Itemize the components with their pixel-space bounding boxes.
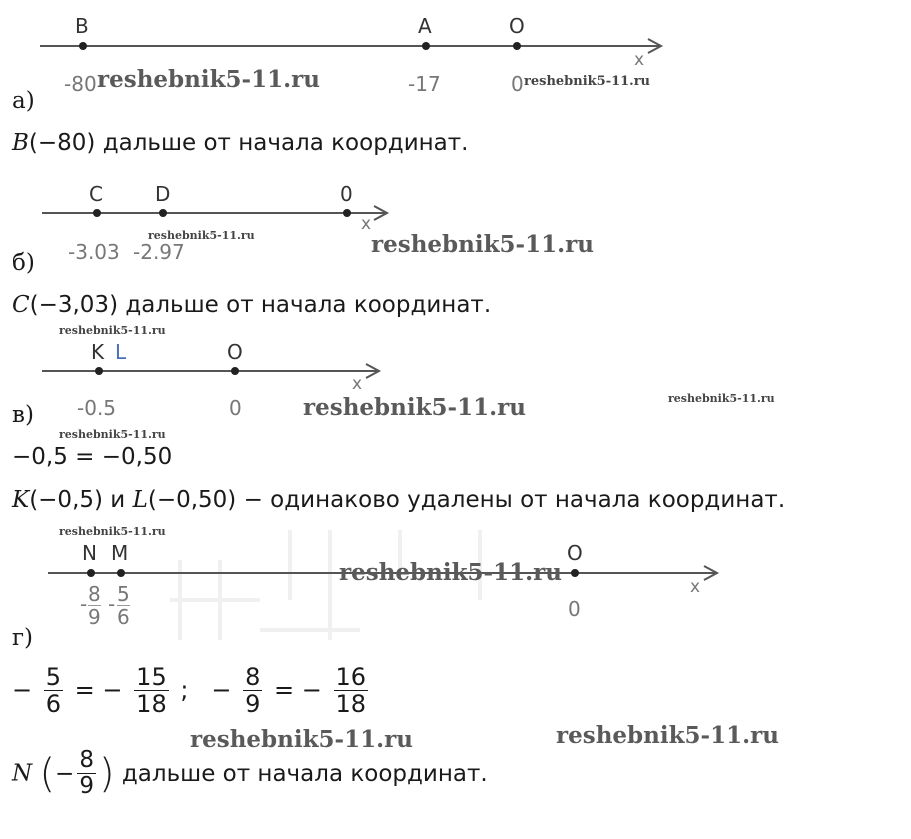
value-O-d: 0 bbox=[568, 597, 581, 621]
point-M bbox=[117, 569, 125, 577]
label-O-c: O bbox=[227, 340, 243, 364]
watermark: reshebnik5-11.ru bbox=[556, 722, 779, 749]
stmt-arg: (−0,5) bbox=[29, 487, 103, 513]
stmt-arg: (−0,50) bbox=[147, 487, 237, 513]
stmt-var: B bbox=[12, 130, 29, 156]
value-M bbox=[117, 583, 130, 628]
equations-d: − $\frac{5}{6}$ = − $\frac{15}{18}$ ; − $\frac{8}{9}$ = − $\frac{16}{18}$ bbox=[12, 663, 367, 719]
value-K: -0.5 bbox=[77, 396, 117, 420]
point-O-c bbox=[231, 367, 239, 375]
watermark: reshebnik5-11.ru bbox=[303, 394, 526, 421]
value-N bbox=[88, 583, 101, 628]
point-O-d bbox=[571, 569, 579, 577]
point-K bbox=[95, 367, 103, 375]
stmt-and: и bbox=[102, 487, 133, 513]
watermark: reshebnik5-11.ru bbox=[59, 324, 166, 337]
part-label-d: г) bbox=[12, 625, 34, 651]
axis-x-b: x bbox=[361, 214, 372, 234]
fraction: $\frac{8}{9}$ bbox=[245, 663, 261, 719]
value-O-a: 0 bbox=[511, 72, 524, 96]
watermark: reshebnik5-11.ru bbox=[668, 392, 775, 405]
statement-d: N (− $\frac{8}{9}$ ) дальше от начала координат. bbox=[12, 747, 488, 800]
label-M: M bbox=[111, 541, 129, 565]
label-A: A bbox=[418, 14, 432, 38]
fraction: $\frac{15}{18}$ bbox=[136, 663, 167, 719]
label-N: N bbox=[82, 541, 97, 565]
axis-x-d: x bbox=[690, 577, 701, 597]
stmt-arg: (−3,03) bbox=[29, 292, 119, 318]
fraction: $\frac{8}{9}$ bbox=[79, 747, 94, 800]
label-L: L bbox=[115, 340, 127, 364]
part-label-a: а) bbox=[12, 88, 35, 114]
stmt-text: дальше от начала координат. bbox=[114, 760, 488, 787]
point-B bbox=[79, 42, 87, 50]
point-C bbox=[93, 209, 101, 217]
part-label-b: б) bbox=[12, 250, 35, 276]
value-A: -17 bbox=[408, 72, 441, 96]
stmt-var: K bbox=[12, 487, 30, 513]
minus-M: - bbox=[108, 592, 116, 616]
point-0-b bbox=[343, 209, 351, 217]
den: 9 bbox=[88, 605, 101, 629]
label-O-a: O bbox=[509, 14, 525, 38]
num: 5 bbox=[117, 582, 130, 606]
stmt-text: дальше от начала координат. bbox=[95, 130, 469, 156]
value-C: -3.03 bbox=[68, 240, 120, 264]
statement-c bbox=[12, 487, 785, 513]
label-0-b: 0 bbox=[340, 182, 353, 206]
label-K: K bbox=[91, 340, 105, 364]
axis-x-a: x bbox=[634, 50, 645, 70]
axis-x-c: x bbox=[352, 374, 363, 394]
label-C: C bbox=[89, 182, 103, 206]
watermark: reshebnik5-11.ru bbox=[339, 559, 562, 586]
stmt-var: N bbox=[12, 760, 33, 787]
stmt-var: C bbox=[12, 292, 30, 318]
stmt-arg: (−80) bbox=[28, 130, 96, 156]
watermark: reshebnik5-11.ru bbox=[524, 74, 651, 89]
point-O-a bbox=[513, 42, 521, 50]
watermark: reshebnik5-11.ru bbox=[371, 231, 594, 258]
den: 6 bbox=[117, 605, 130, 629]
minus-N: - bbox=[80, 592, 88, 616]
point-D bbox=[159, 209, 167, 217]
label-O-d: O bbox=[567, 541, 583, 565]
watermark: reshebnik5-11.ru bbox=[148, 229, 255, 242]
fraction: $\frac{16}{18}$ bbox=[335, 663, 367, 719]
watermark: reshebnik5-11.ru bbox=[97, 66, 320, 93]
watermark: reshebnik5-11.ru bbox=[59, 428, 166, 441]
label-D: D bbox=[155, 182, 171, 206]
num: 8 bbox=[88, 582, 101, 606]
value-O-c: 0 bbox=[229, 396, 242, 420]
label-B: B bbox=[75, 14, 89, 38]
value-D: -2.97 bbox=[133, 240, 185, 264]
statement-b bbox=[12, 292, 491, 318]
statement-a bbox=[12, 130, 469, 156]
stmt-var: L bbox=[132, 487, 148, 513]
value-B: -80 bbox=[64, 72, 97, 96]
part-label-c: в) bbox=[12, 402, 34, 428]
equation-c: −0,5 = −0,50 bbox=[12, 444, 173, 470]
watermark: reshebnik5-11.ru bbox=[190, 726, 413, 753]
point-N bbox=[87, 569, 95, 577]
point-A bbox=[422, 42, 430, 50]
stmt-text: дальше от начала координат. bbox=[118, 292, 492, 318]
fraction: $\frac{5}{6}$ bbox=[45, 663, 62, 719]
stmt-text: − одинаково удалены от начала координат. bbox=[236, 487, 786, 513]
watermark: reshebnik5-11.ru bbox=[59, 525, 166, 538]
